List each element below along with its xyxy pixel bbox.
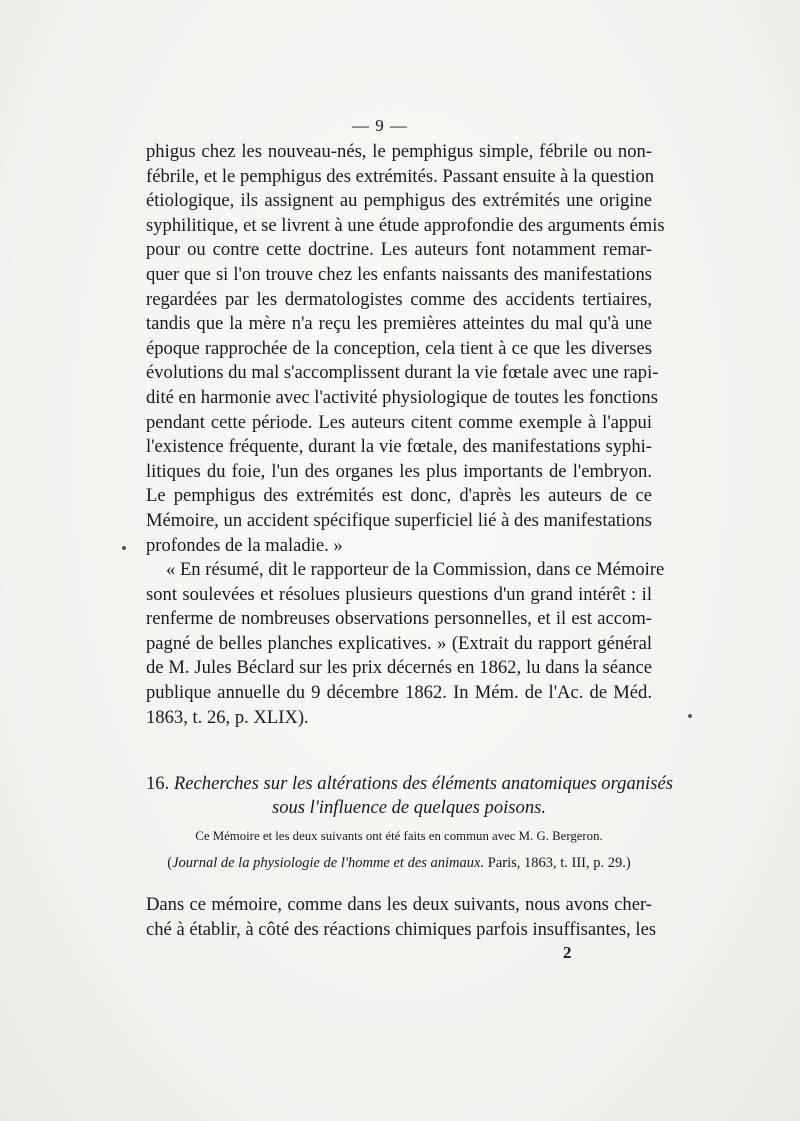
text-line: regardées par les dermatologistes comme des accidents tertiaires,	[146, 288, 652, 310]
text-line: litiques du foie, l'un des organes les plus importants de l'embryon.	[146, 460, 652, 482]
journal-citation	[146, 855, 652, 872]
text-line: phigus chez les nouveau-nés, le pemphigus simple, fébrile ou non-	[146, 141, 652, 162]
text-line: tandis que la mère n'a reçu les premières atteintes du mal qu'à une	[146, 313, 652, 335]
text-line: publique annuelle du 9 décembre 1862. In Mém. de l'Ac. de Méd.	[146, 681, 652, 703]
journal-details: Paris, 1863, t. III, p. 29.)	[484, 855, 631, 871]
text-line: Dans ce mémoire, comme dans les deux suivants, nous avons cher-	[146, 894, 652, 915]
text-line: Mémoire, un accident spécifique superficiel lié à des manifestations	[146, 509, 652, 531]
entry-number: 16.	[146, 773, 170, 794]
text-line: fébrile, et le pemphigus des extrémités. Passant ensuite à la question	[146, 165, 655, 187]
text-line: 1863, t. 26, p. XLIX).	[146, 706, 309, 728]
text-line: pour ou contre cette doctrine. Les auteurs font notamment remar-	[146, 239, 652, 261]
text-line: « En résumé, dit le rapporteur de la Commission, dans ce Mémoire	[166, 559, 665, 580]
text-line: étiologique, ils assignent au pemphigus des extrémités une origine	[146, 190, 652, 212]
page-number: — 9 —	[352, 116, 408, 135]
paragraph-3	[146, 893, 657, 942]
paragraph-1	[146, 140, 665, 558]
text-line: évolutions du mal s'accomplissent durant la vie fœtale avec une rapi-	[146, 362, 659, 384]
text-line: profondes de la maladie. »	[146, 534, 343, 556]
entry-title-line-2: sous l'influence de quelques poisons.	[271, 797, 547, 818]
bibliography-entry	[146, 772, 673, 820]
journal-title: Journal de la physiologie de l'homme et des animaux.	[172, 855, 485, 871]
text-line: syphilitique, et se livrent à une étude approfondie des arguments émis	[146, 214, 665, 236]
text-line: Le pemphigus des extrémités est donc, d'après les auteurs de ce	[146, 485, 652, 507]
journal-open-paren: (	[167, 855, 173, 871]
ink-speck	[122, 546, 126, 550]
text-line: renferme de nombreuses observations personnelles, et il est accom-	[146, 608, 652, 630]
text-line: pendant cette période. Les auteurs citent comme exemple à l'appui	[146, 411, 652, 433]
text-line: ché à établir, à côté des réactions chimiques parfois insuffisantes, les	[146, 918, 657, 940]
paragraph-2	[146, 558, 665, 730]
text-line: l'existence fréquente, durant la vie fœtale, des manifestations syphi-	[146, 436, 652, 458]
text-line: sont soulevées et résolues plusieurs questions d'un grand intérêt : il	[146, 583, 652, 605]
text-line: époque rapprochée de la conception, cela tient à ce que les diverses	[146, 337, 652, 359]
text-line: quer que si l'on trouve chez les enfants naissants des manifestations	[146, 263, 652, 285]
text-line: dité en harmonie avec l'activité physiologique de toutes les fonctions	[146, 386, 658, 408]
entry-heading	[146, 772, 673, 796]
ink-speck	[688, 714, 692, 718]
collaboration-note: Ce Mémoire et les deux suivants ont été faits en commun avec M. G. Bergeron.	[195, 829, 603, 843]
signature-mark: 2	[563, 943, 572, 962]
entry-title-line-1: Recherches sur les altérations des éléments anatomiques organisés	[173, 773, 673, 794]
text-line: de M. Jules Béclard sur les prix décernés en 1862, lu dans la séance	[146, 657, 652, 679]
text-line: pagné de belles planches explicatives. » (Extrait du rapport général	[146, 632, 652, 654]
